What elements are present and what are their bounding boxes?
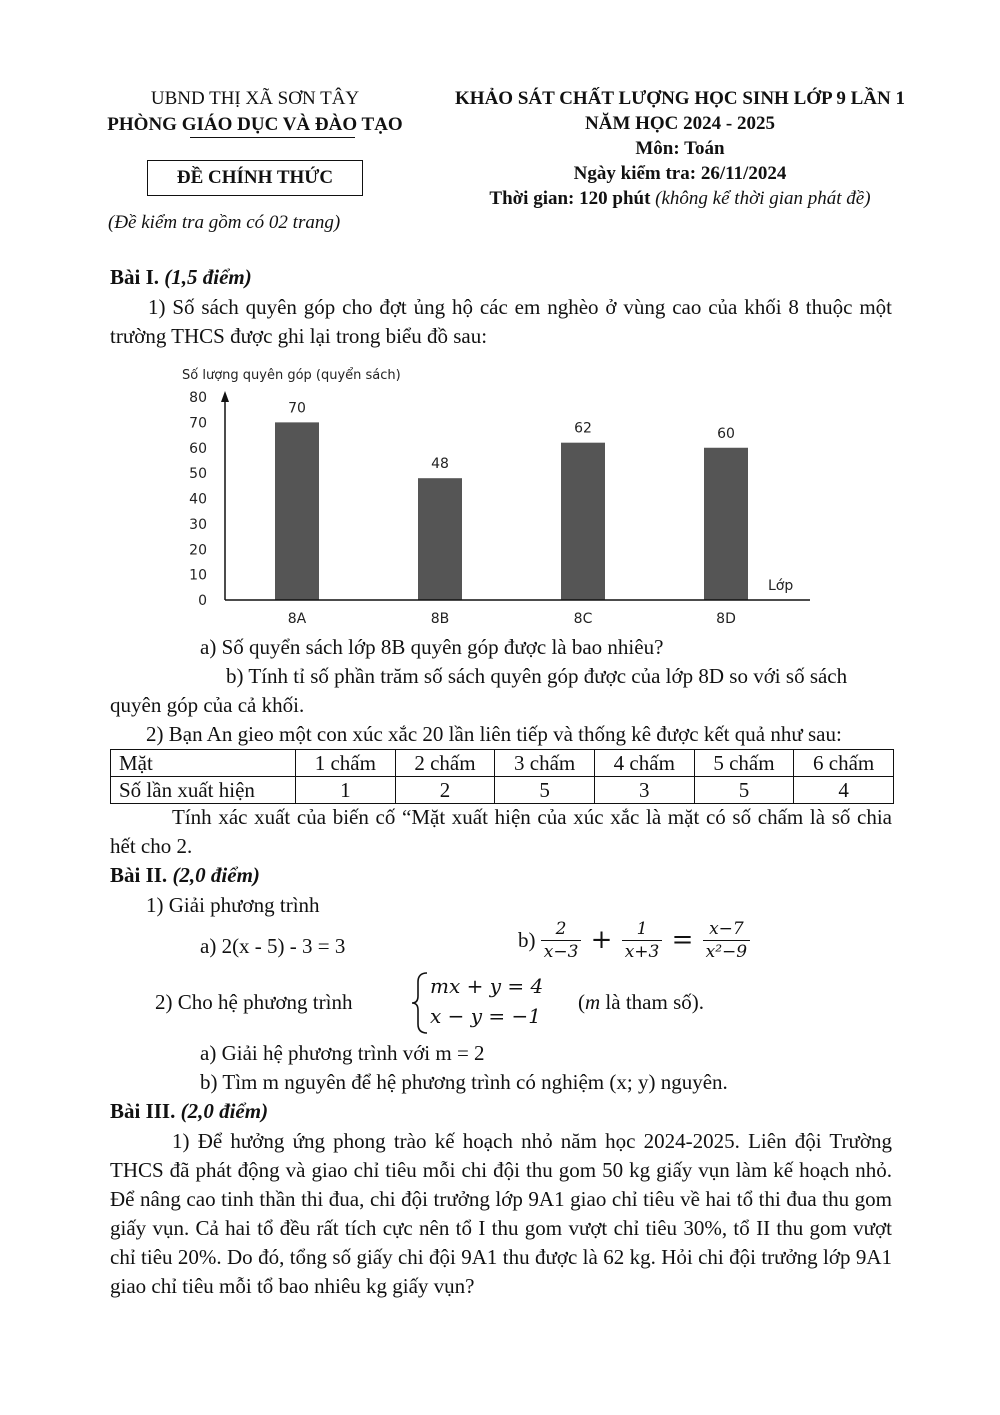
exam-title: KHẢO SÁT CHẤT LƯỢNG HỌC SINH LỚP 9 LẦN 1 [455,88,905,109]
table-cell: 1 [296,777,396,804]
table-cell: 1 chấm [296,750,396,777]
y-tick-label: 80 [189,390,207,406]
y-tick-label: 0 [198,593,207,609]
fraction-3-denominator: x²−9 [705,942,748,962]
data-label: 62 [574,420,592,437]
fraction-1-denominator: x−3 [543,942,579,962]
bai2-heading [110,861,260,890]
param-m: m [585,990,601,1014]
bai1-q1b-line2: quyên góp của cả khối. [110,693,305,717]
table-cell: 6 chấm [794,750,894,777]
time-note: (không kể thời gian phát đề) [655,188,871,209]
bai1-title: Bài I. [110,265,160,289]
table-cell: 5 [694,777,794,804]
bai1-q1-text: 1) Số sách quyên góp cho đợt ủng hộ các em nghèo ở vùng cao của khối 8 thuộc một trường THCS được ghi lại trong biểu đồ sau: [110,295,892,348]
param-note: là tham số). [605,990,704,1014]
fraction-1-numerator: 2 [541,918,582,941]
bai2-points: (2,0 điểm) [172,863,260,887]
data-label: 70 [288,400,306,417]
bar [418,478,462,600]
x-category-label: 8D [716,611,736,627]
y-tick-label: 40 [189,491,207,508]
bai3-points: (2,0 điểm) [180,1099,269,1123]
dice-table [110,749,894,804]
bai3-title: Bài III. [110,1099,176,1123]
bai2-q2a: a) Giải hệ phương trình với m = 2 [200,1041,485,1065]
bai3-heading [110,1097,268,1126]
equals-sign: = [671,925,694,955]
table-cell: 5 chấm [694,750,794,777]
bar [275,422,319,600]
department-name: UBND THỊ XÃ SƠN TÂY [150,88,360,109]
fraction-2 [622,918,663,963]
fraction-3 [703,918,750,963]
y-tick-label: 60 [189,440,207,457]
bai1-q1b-line1: b) Tính tỉ số phần trăm số sách quyên góp được của lớp 8D so với số sách [226,664,848,688]
chart-ylabel: Số lượng quyên góp (quyển sách) [182,368,401,383]
bar [704,448,748,600]
x-category-label: 8B [430,611,450,627]
fraction-1 [541,918,582,963]
system-brace [410,970,430,1036]
table-row [111,750,894,777]
bai1-heading [110,263,252,292]
table-cell: 2 chấm [395,750,495,777]
y-axis-arrow [221,391,229,402]
official-exam-box: ĐỀ CHÍNH THỨC [147,160,363,196]
bai2-q1a: a) 2(x - 5) - 3 = 3 [200,934,346,958]
bai1-q2-text: 2) Bạn An gieo một con xúc xắc 20 lần liên tiếp và thống kê được kết quả như sau: [146,722,842,746]
y-tick-label: 10 [189,567,207,584]
pages-note: (Đề kiểm tra gồm có 02 trang) [108,212,341,233]
bai2-title: Bài II. [110,863,168,887]
bai1-points: (1,5 điểm) [164,265,252,289]
table-cell: 5 [495,777,595,804]
fraction-3-numerator: x−7 [703,918,750,941]
exam-time [430,186,930,211]
table-cell: 2 [395,777,495,804]
bai1-q1a: a) Số quyển sách lớp 8B quyên góp được là bao nhiêu? [200,635,664,659]
chart-xlabel: Lớp [768,578,794,594]
bai3-q1-text: 1) Để hưởng ứng phong trào kế hoạch nhỏ năm học 2024-2025. Liên đội Trường THCS đã phát động và giao chỉ tiêu mỗi chi đội thu gom 50 kg giấy vụn làm kế hoạch nhỏ. Để nâng cao tinh thần thi đua, chi đội trưởng lớp 9A1 giao chỉ tiêu về hai tổ thi đua thu gom giấy vụn. Cả hai tổ đều rất tích cực nên tổ I thu gom vượt chỉ tiêu 30%, tổ II thu gom vượt chỉ tiêu 20%. Do đó, tổng số giấy chi đội 9A1 thu được là 62 kg. Hỏi chi đội trưởng lớp 9A1 giao chỉ tiêu mỗi tổ bao nhiêu kg giấy vụn? [110,1129,892,1298]
table-cell: 4 [794,777,894,804]
table-cell: Số lần xuất hiện [111,777,296,804]
bai1-q2-question: Tính xác xuất của biến cố “Mặt xuất hiện của xúc xắc là mặt có số chấm là số chia hết cho 2. [110,805,892,858]
time-label: Thời gian: 120 phút [489,188,651,209]
system-equation-1: mx + y = 4 [430,974,544,998]
bai2-q2b: b) Tìm m nguyên để hệ phương trình có nghiệm (x; y) nguyên. [200,1070,728,1094]
plus-sign: + [590,925,613,955]
header-underline [190,137,355,138]
bai2-q2-text: 2) Cho hệ phương trình [155,990,353,1014]
data-label: 60 [717,425,735,442]
table-cell: 4 chấm [594,750,694,777]
x-category-label: 8A [287,611,307,627]
subject: Môn: Toán [635,138,725,159]
fraction-2-denominator: x+3 [624,942,660,962]
bai2-q1-text: 1) Giải phương trình [146,893,320,917]
fraction-2-numerator: 1 [622,918,663,941]
school-year: NĂM HỌC 2024 - 2025 [585,113,775,134]
header-right [430,86,930,211]
table-cell: 3 chấm [495,750,595,777]
y-tick-label: 70 [189,415,207,432]
data-label: 48 [431,456,449,473]
table-row [111,777,894,804]
system-equation-2: x − y = −1 [430,1004,542,1028]
table-cell: Mặt [111,750,296,777]
exam-date: Ngày kiểm tra: 26/11/2024 [573,163,787,184]
office-name: PHÒNG GIÁO DỤC VÀ ĐÀO TẠO [107,114,403,135]
header-left [95,86,415,138]
equation-system [430,971,543,1031]
table-cell: 3 [594,777,694,804]
bar-chart [170,360,820,635]
y-tick-label: 30 [189,516,207,533]
x-category-label: 8C [573,611,593,627]
y-tick-label: 50 [189,466,207,483]
bar [561,443,605,600]
y-tick-label: 20 [189,542,207,559]
bai2-q1b [518,918,750,963]
param-note-line: (m là tham số). [578,990,704,1014]
q1b-label: b) [518,928,536,952]
